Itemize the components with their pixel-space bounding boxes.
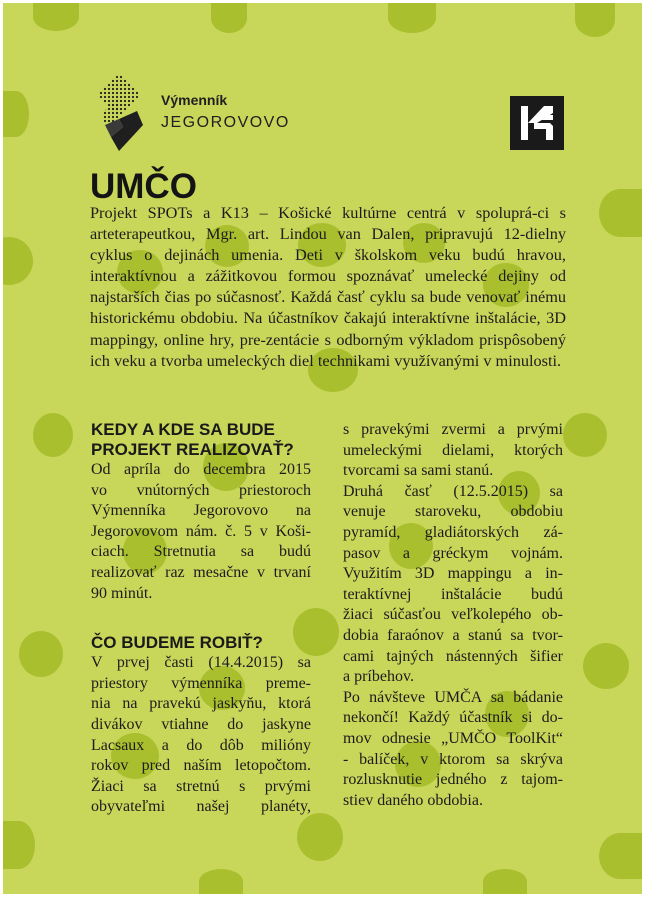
right-text-part-b: Druhá časť (12.5.2015) sa venuje staroveku, obdobiu pyramíd, gladiátorských zá- pasov a gréckym vojnám. Využitím 3D mappingu a in- teraktívnej inštalácie budú žiaci súčasťou veľkolepého ob- dobia faraónov a stanú sa tvor- cami tajných nástenných šifier a príbehov. — [343, 482, 563, 686]
flyer-page — [3, 3, 642, 894]
decorative-dot — [599, 189, 642, 237]
k13-logo-icon — [510, 96, 564, 150]
logo-text-jegorovovo: JEGOROVOVO — [161, 114, 290, 131]
decorative-dot — [3, 237, 33, 285]
decorative-dot — [199, 869, 243, 894]
decorative-dot — [583, 643, 629, 689]
decorative-dot — [19, 631, 63, 677]
decorative-dot — [3, 91, 29, 137]
section-heading-when-where: KEDY A KDE SA BUDE PROJEKT REALIZOVAŤ? — [91, 420, 294, 459]
decorative-dot — [599, 833, 642, 879]
logo-text-vymennik: Výmenník — [161, 92, 228, 108]
decorative-dot — [211, 3, 247, 33]
right-text-part-c: Po návšteve UMČA sa bádanie nekončí! Každý účastník si do- mov odnesie „UMČO ToolKit“ - balíček, v ktorom sa skrýva rozlusknutie jedného z tajom- stiev daného obdobia. — [343, 688, 563, 809]
decorative-dot — [297, 813, 343, 861]
decorative-dot — [3, 821, 35, 869]
vymennik-logo-icon — [99, 71, 309, 155]
page-title: UMČO — [90, 167, 197, 206]
intro-paragraph: Projekt SPOTs a K13 – Košické kultúrne centrá v spoluprá-ci s arteterapeutkou, Mgr. art. Lindou van Dalen, pripravujú 12-dielny cyklus o dejinách umenia. Deti v školskom veku budú hravou, interaktívnou a zážitkovou formou spoznávať umelecké dejiny od najstarších čias po súčasnosť. Každá časť cyklu sa bude venovať inému historickému obdobiu. Na účastníkov čakajú interaktívne inštalácie, 3D mappingy, online hry, pre-zentácie s odborným výkladom prispôsobený ich veku a tvorba umeleckých diel technikami využívanými v minulosti. — [90, 203, 566, 370]
decorative-dot — [33, 413, 73, 457]
decorative-dot — [563, 413, 607, 457]
decorative-dot — [33, 3, 79, 31]
left-column — [91, 420, 311, 818]
decorative-dot — [575, 3, 615, 37]
right-text-part-a: s pravekými zvermi a prvými umeleckými dielami, ktorých tvorcami sa sami stanú. — [343, 421, 563, 480]
section-text-what-we-do: V prvej časti (14.4.2015) sa priestory výmenníka preme- nia na pravekú jaskyňu, ktorá divákov vtiahne do jaskyne Lacsaux a do dôb milióny rokov pred naším letopočtom. Žiaci sa stretnú s prvými obyvateľmi našej planéty, — [91, 654, 311, 816]
decorative-dot — [483, 869, 527, 894]
right-column — [343, 420, 563, 811]
section-heading-what-we-do: ČO BUDEME ROBIŤ? — [91, 633, 263, 653]
section-text-when-where: Od apríla do decembra 2015 vo vnútorných priestoroch Výmenníka Jegorovovo na Jegorovovom nám. č. 5 v Koši- ciach. Stretnutia sa budú realizovať raz mesačne v trvaní 90 minút. — [91, 461, 311, 602]
decorative-dot — [388, 3, 436, 33]
